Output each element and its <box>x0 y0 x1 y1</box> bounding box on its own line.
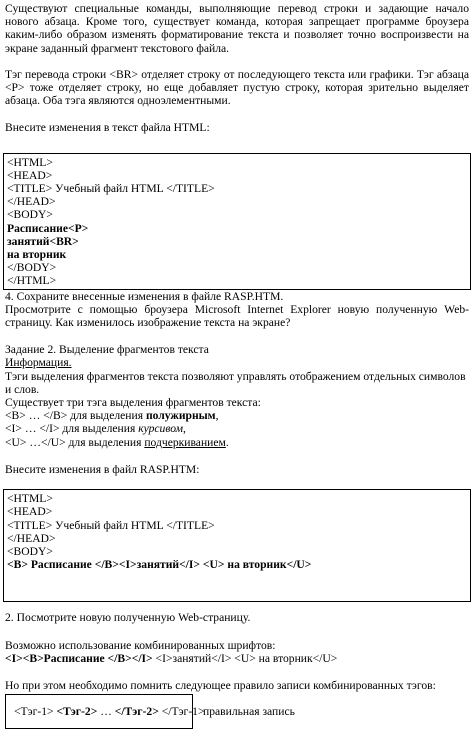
punct: , <box>215 409 219 423</box>
info-heading: Информация. <box>5 356 72 370</box>
code-line <box>7 222 467 235</box>
spacer <box>5 55 469 68</box>
code-text: <U> на вторник</U> <box>200 558 312 572</box>
code-line: <TITLE> Учебный файл HTML </TITLE> <box>7 518 215 532</box>
rule-part: </Тэг-2> <box>114 705 159 719</box>
spacer <box>5 665 469 679</box>
code-line: <BODY> <box>7 208 53 222</box>
code-line: </HEAD> <box>7 531 56 545</box>
instruction-2: Внесите изменения в файл RASP.HTM: <box>5 462 200 476</box>
code-text: <B> Расписание </B><I>занятий</I> <box>7 558 201 572</box>
document-page <box>5 2 469 729</box>
code-block-1 <box>3 153 471 290</box>
rule-label: правильная запись <box>203 705 295 719</box>
underline-word: подчеркиванием <box>144 435 226 449</box>
code-line: <HEAD> <box>7 168 53 182</box>
rule-part: </Тэг-1> <box>158 705 205 719</box>
code-box-blank <box>7 571 467 599</box>
combined-example <box>5 652 469 665</box>
code-tag: <P> <box>67 221 89 235</box>
combined-fonts: Возможно использование комбинированных шрифтов: <box>5 638 276 652</box>
code-line: <HTML> <box>7 492 53 506</box>
spacer <box>5 625 469 639</box>
bold-word: полужирным <box>145 409 216 423</box>
combined-bold: <I><B>Расписание </B></I> <box>5 651 153 665</box>
intro-paragraph-1: Существуют специальные команды, выполняющие перевод строки и задающие начало нового абзаца. Кроме того, существует команда, которая запрещает программе броузера каким-либо образом изменять форматирование текста и позволяет точно воспроизвести на экране заданный фрагмент текстового файла. <box>5 2 469 55</box>
rule-box <box>5 694 205 729</box>
rule-part: … <box>97 705 115 719</box>
step-4-details: Просмотрите с помощью броузера Microsoft Internet Explorer новую полученную Web-страницу. Как изменилось изображение текста на экране? <box>5 302 469 330</box>
code-line: </HEAD> <box>7 195 56 209</box>
info-line-1: Тэги выделения фрагментов текста позволяют управлять отображением отдельных символов и слов. <box>5 369 466 396</box>
task-2-title: Задание 2. Выделение фрагментов текста <box>5 343 209 357</box>
rule-row <box>5 694 469 729</box>
code-line: <BODY> <box>7 544 53 558</box>
code-line: </BODY> <box>7 261 57 275</box>
code-line <box>7 558 467 571</box>
code-line <box>7 235 467 248</box>
rule-part: <Тэг-1> <box>14 705 57 719</box>
bold-tag-line <box>5 409 469 422</box>
combined-rest: <I>занятий</I> <U> на вторник</U> <box>152 651 338 665</box>
step-2: 2. Посмотрите новую полученную Web-страницу. <box>5 611 251 625</box>
code-line: <TITLE> Учебный файл HTML </TITLE> <box>7 182 215 196</box>
spacer <box>5 449 469 463</box>
tag-desc: <B> … </B> для выделения <box>5 409 146 423</box>
code-line: на вторник <box>7 248 67 262</box>
code-text: Расписание <box>7 221 68 235</box>
rule-part: <Тэг-2> <box>56 705 98 719</box>
code-line: </HTML> <box>7 274 57 288</box>
spacer <box>5 107 469 121</box>
punct: . <box>225 435 229 449</box>
rule-intro: Но при этом необходимо помнить следующее правило записи комбинированных тэгов: <box>5 678 436 692</box>
code-text: занятий <box>7 234 50 248</box>
code-block-2 <box>3 489 471 602</box>
punct: , <box>182 422 186 436</box>
italic-word: курсивом <box>138 422 183 436</box>
info-line-2: Существует три тэга выделения фрагментов текста: <box>5 396 261 410</box>
instruction-1: Внесите изменения в текст файла HTML: <box>5 121 210 135</box>
code-tag: <BR> <box>49 234 79 248</box>
spacer <box>5 329 469 343</box>
step-4: 4. Сохраните внесенные изменения в файле RASP.HTM. <box>5 289 284 303</box>
intro-paragraph-2: Тэг перевода строки <BR> отделяет строку от последующего текста или графики. Тэг абзаца <P> тоже отделяет строку, но еще добавляет пустую строку, которая зрительно выделяет абзаца. Оба тэга являются одноэлементными. <box>5 67 469 108</box>
code-line: <HEAD> <box>7 505 53 519</box>
code-line: <HTML> <box>7 155 53 169</box>
tag-desc: <U> …</U> для выделения <box>5 435 145 449</box>
spacer <box>5 602 469 611</box>
tag-desc: <I> … </I> для выделения <box>5 422 139 436</box>
underline-tag-line <box>5 436 469 449</box>
italic-tag-line <box>5 422 469 435</box>
spacer <box>5 135 469 153</box>
spacer <box>5 476 469 489</box>
